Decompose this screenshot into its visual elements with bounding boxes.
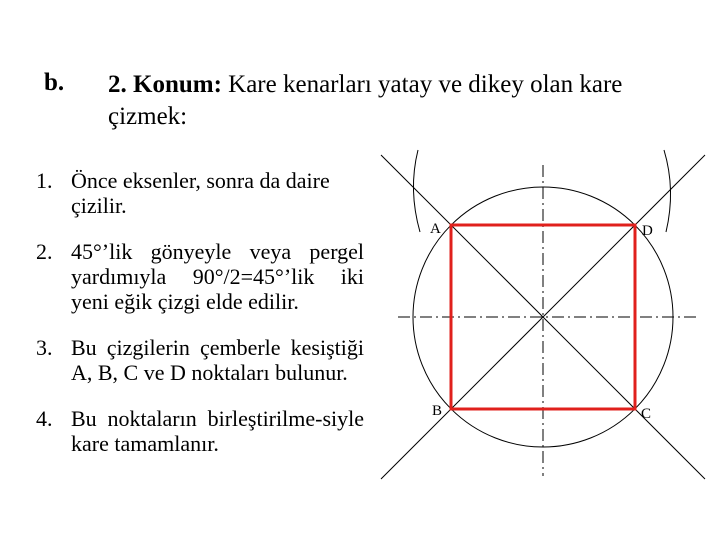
step-number: 1. [36, 168, 53, 193]
section-label: b. [44, 69, 65, 96]
step-number: 4. [36, 406, 53, 431]
title-rest: Kare kenarları yatay ve dikey olan kare çizmek: [108, 71, 623, 130]
point-label-c: C [641, 406, 652, 422]
step-text: Önce eksenler, sonra da daire çizilir. [71, 168, 330, 218]
point-label-a: A [430, 221, 441, 237]
step-text: 45°’lik gönyeyle veya pergel yardımıyla 90°/2=45°’lik iki yeni eğik çizgi elde edilir. [71, 239, 364, 314]
step-number: 3. [36, 335, 53, 360]
title-bold: 2. Konum: [108, 71, 222, 98]
step-number: 2. [36, 239, 53, 264]
point-label-d: D [642, 223, 653, 239]
point-label-b: B [432, 403, 443, 419]
step-text: Bu noktaların birleştirilme-siyle kare tamamlanır. [71, 406, 364, 456]
step-text: Bu çizgilerin çemberle kesiştiği A, B, C ve D noktaları bulunur. [71, 335, 364, 385]
